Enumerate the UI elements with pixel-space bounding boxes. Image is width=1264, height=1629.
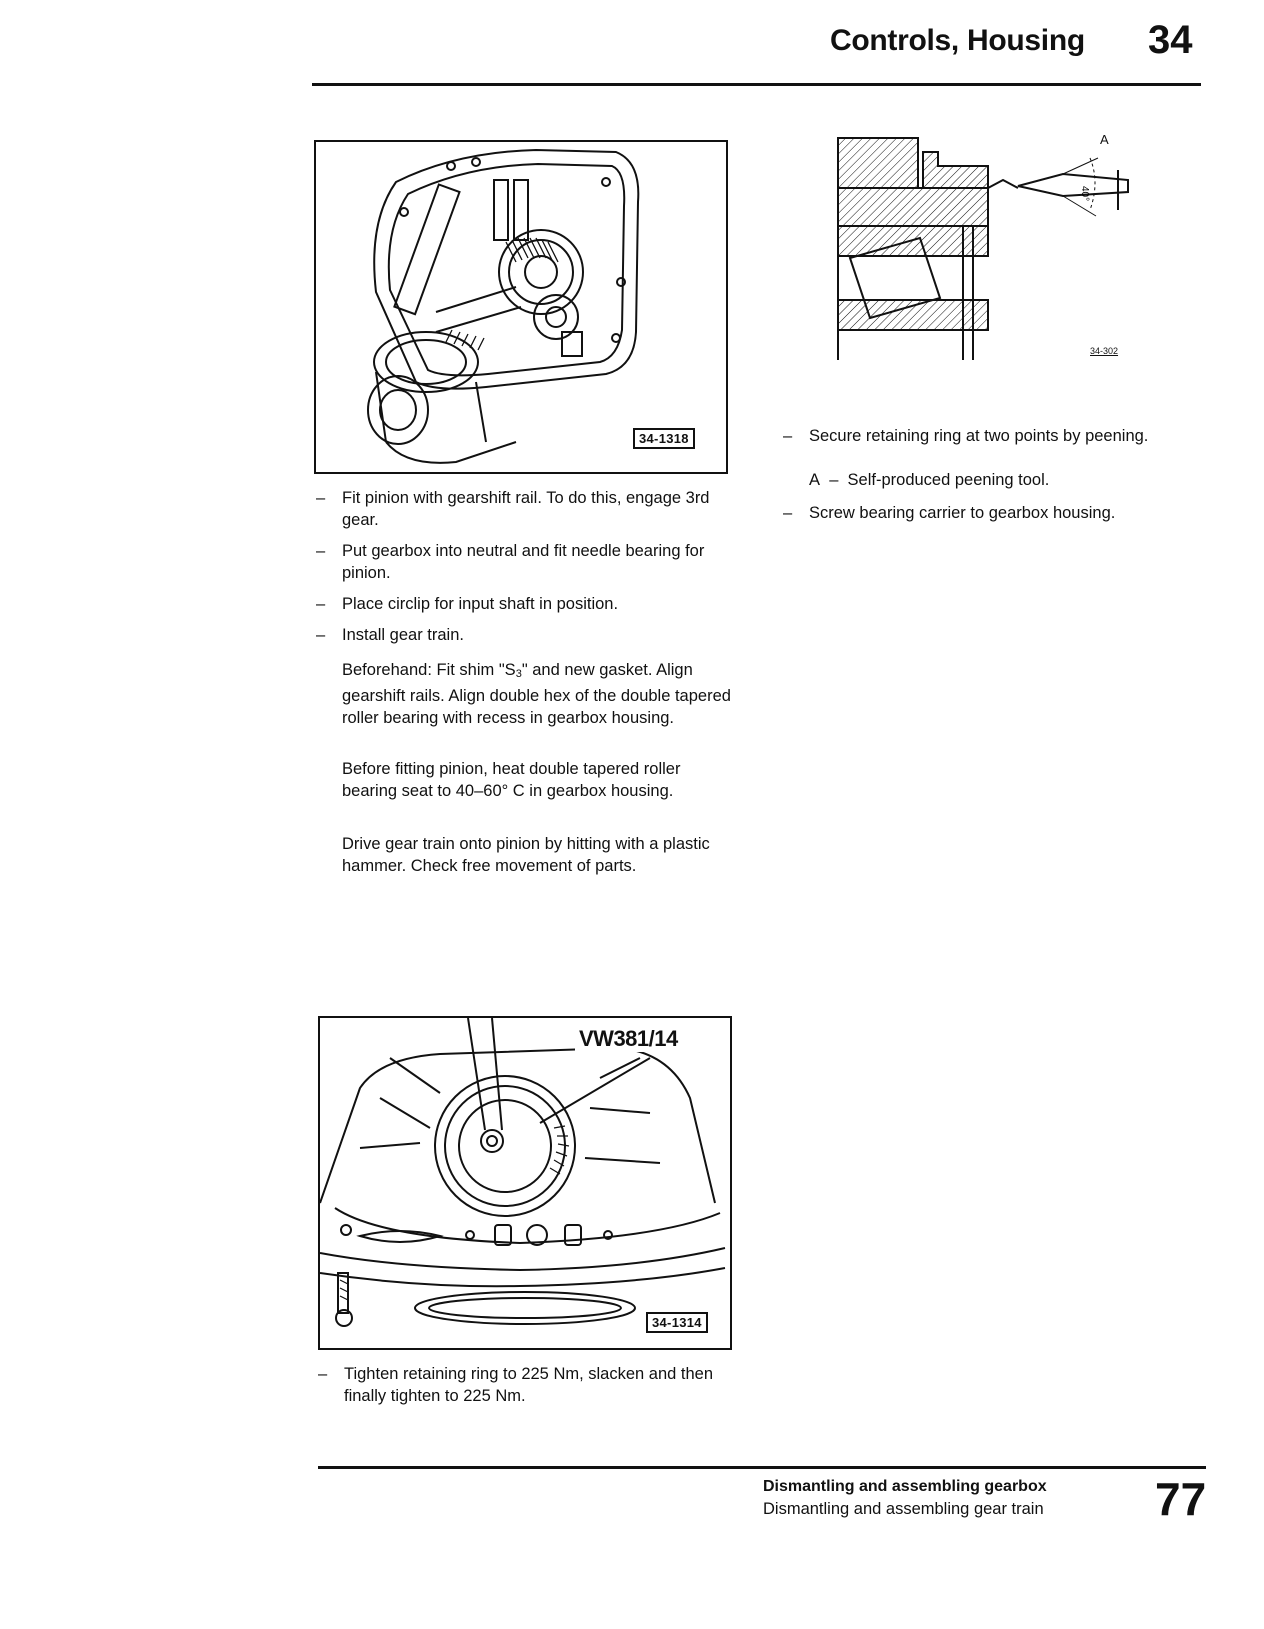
- bottom-step: – Tighten retaining ring to 225 Nm, slacken and then finally tighten to 225 Nm.: [318, 1363, 738, 1413]
- footer-rule: [318, 1466, 1206, 1469]
- para-heat-bearing: Before fitting pinion, heat double tapered roller bearing seat to 40–60° C in gearbox housing.: [342, 760, 681, 800]
- figure-label-34-1314: 34-1314: [646, 1312, 708, 1333]
- header-rule: [312, 83, 1201, 86]
- step-text: Tighten retaining ring to 225 Nm, slacken and then finally tighten to 225 Nm.: [344, 1365, 714, 1405]
- figure-retaining-ring: [318, 1016, 732, 1350]
- section-title: Controls, Housing: [830, 24, 1085, 57]
- figure-label-34-302: 34-302: [1090, 346, 1119, 356]
- step-text: Screw bearing carrier to gearbox housing.: [809, 504, 1116, 522]
- figure-gear-train: [314, 140, 728, 474]
- section-number: 34: [1148, 18, 1193, 62]
- figure-peening-section: [828, 130, 1158, 375]
- footer-chapter: Dismantling and assembling gearbox: [763, 1478, 1047, 1495]
- right-column: – Secure retaining ring at two points by peening. A – Self-produced peening tool. – Screw bearing carrier to gearbox housing.: [783, 425, 1203, 535]
- callout-A: A: [1100, 132, 1109, 147]
- retaining-ring-illustration: [320, 1018, 730, 1348]
- peening-section-illustration: [828, 130, 1158, 375]
- step-text: Place circlip for input shaft in position.: [342, 595, 619, 613]
- step-text: Fit pinion with gearshift rail. To do this, engage 3rd gear.: [342, 489, 710, 529]
- page-number: 77: [1155, 1473, 1207, 1525]
- para-drive-gear-train: Drive gear train onto pinion by hitting with a plastic hammer. Check free movement of parts.: [342, 835, 710, 875]
- step-text: Secure retaining ring at two points by peening.: [809, 427, 1149, 445]
- gear-train-illustration: [316, 142, 726, 472]
- figure-label-34-1318: 34-1318: [633, 428, 695, 449]
- step-text: Install gear train.: [342, 626, 464, 644]
- step-text: Put gearbox into neutral and fit needle bearing for pinion.: [342, 542, 705, 582]
- tool-label: VW381/14: [575, 1026, 682, 1052]
- para-beforehand: Beforehand: Fit shim "S3" and new gasket. Align gearshift rails. Align double hex of the double tapered roller bearing with recess in gearbox housing.: [342, 661, 731, 727]
- left-column: – Fit pinion with gearshift rail. To do this, engage 3rd gear. – Put gearbox into neutral and fit needle bearing for pinion. – Place circlip for input shaft in position. – Install gear train. Beforehand: Fit shim "S3" and new gasket. Align gearshift rails. Align double hex of the double tapered roller bearing with recess in gearbox housing. Before fitting pinion, heat double tapered roller bearing seat to 40–60° C in gearbox housing. Drive gear train onto pinion by hitting with a plastic hammer. Check free movement of parts.: [316, 489, 731, 875]
- note-peening-tool: A – Self-produced peening tool.: [809, 471, 1050, 489]
- footer-subchapter: Dismantling and assembling gear train: [763, 1500, 1044, 1518]
- angle-label: 40°: [1079, 186, 1090, 202]
